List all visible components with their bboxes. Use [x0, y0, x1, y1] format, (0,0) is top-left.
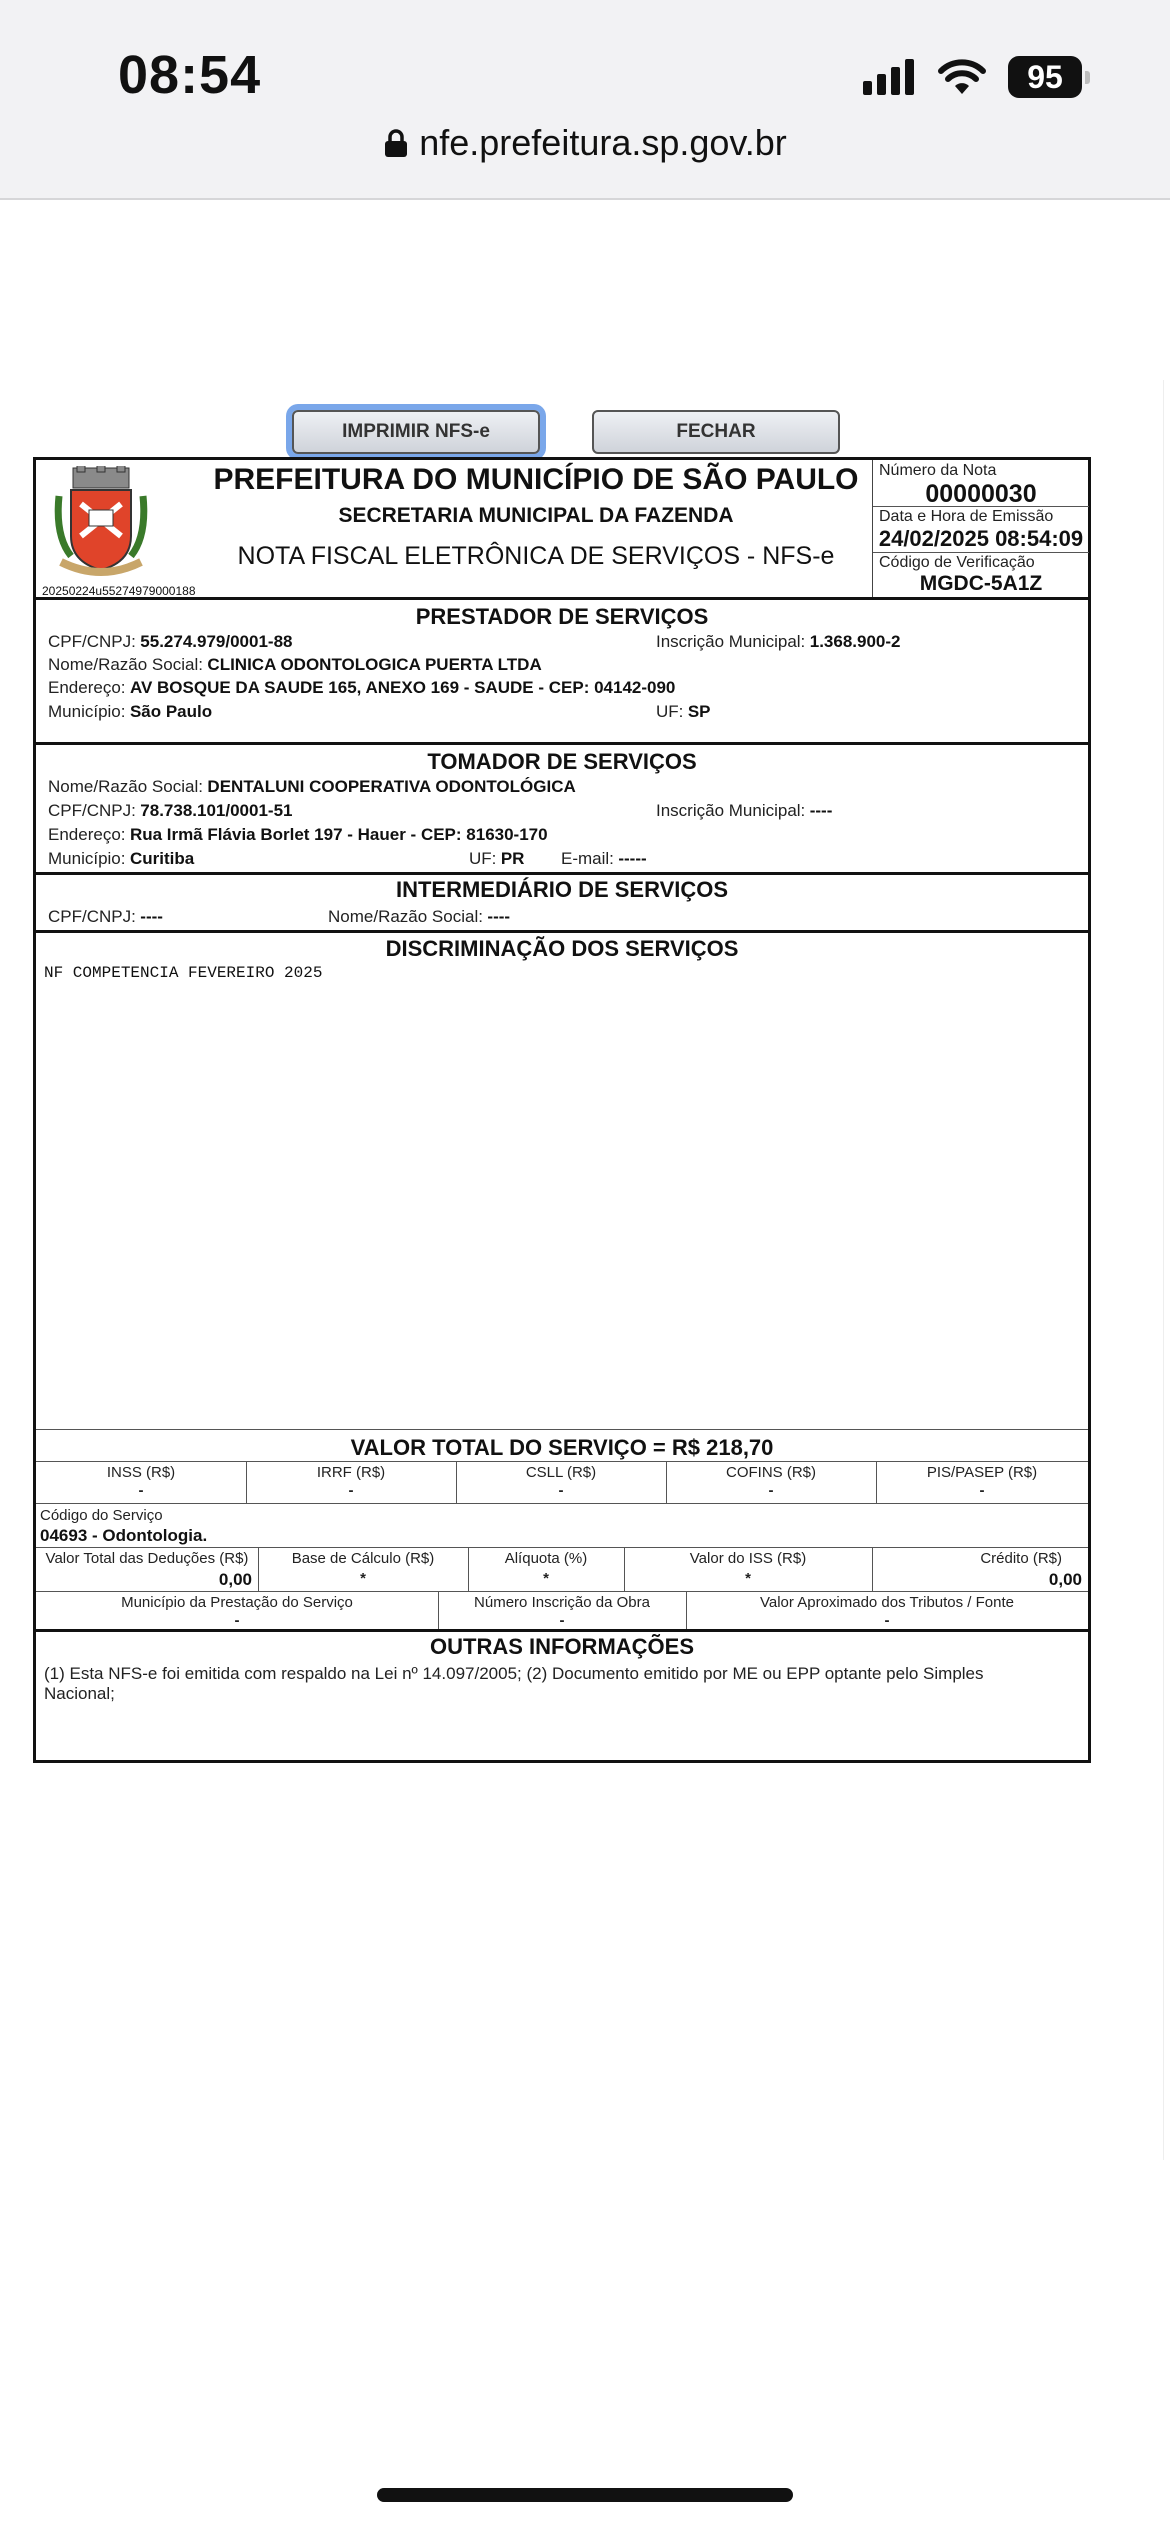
prestador-municipio: Município: São Paulo	[48, 702, 213, 721]
intermediario-cpf: CPF/CNPJ: ----	[48, 907, 163, 926]
tomador-email: E-mail: -----	[561, 849, 647, 868]
nfse-title: NOTA FISCAL ELETRÔNICA DE SERVIÇOS - NFS-e	[237, 542, 835, 570]
inscricao-obra-label: Número Inscrição da Obra	[474, 1594, 650, 1611]
tomador-endereco: Endereço: Rua Irmã Flávia Borlet 197 - Hauer - CEP: 81630-170	[48, 825, 548, 844]
outras-title: OUTRAS INFORMAÇÕES	[430, 1634, 694, 1659]
battery-icon	[1008, 56, 1090, 98]
inscricao-obra-value: -	[559, 1612, 565, 1629]
battery-level: 95	[1008, 56, 1082, 98]
municipio-prestacao-value: -	[234, 1612, 240, 1629]
prestador-cpf: CPF/CNPJ: 55.274.979/0001-88	[48, 632, 293, 651]
lock-icon	[383, 128, 409, 158]
wifi-icon	[936, 58, 988, 96]
tributo-csll-value: -	[558, 1482, 564, 1499]
tributo-cofins-value: -	[768, 1482, 774, 1499]
tomador-cpf: CPF/CNPJ: 78.738.101/0001-51	[48, 801, 293, 820]
prestador-title: PRESTADOR DE SERVIÇOS	[415, 604, 709, 629]
close-button[interactable]: FECHAR	[592, 410, 840, 454]
address-bar[interactable]	[0, 122, 1170, 164]
print-nfse-button[interactable]: IMPRIMIR NFS-e	[292, 410, 540, 454]
status-time: 08:54	[118, 45, 262, 105]
prestador-im: Inscrição Municipal: 1.368.900-2	[656, 632, 901, 651]
crest-code: 20250224u55274979000188	[42, 584, 196, 598]
outras-line-2: Nacional;	[44, 1684, 115, 1703]
aliquota-value: *	[543, 1570, 549, 1587]
tributo-cofins-label: COFINS (R$)	[726, 1464, 816, 1481]
valor-aproximado-value: -	[884, 1612, 890, 1629]
browser-chrome	[0, 0, 1170, 200]
discriminacao-title: DISCRIMINAÇÃO DOS SERVIÇOS	[385, 936, 739, 961]
tomador-nome: Nome/Razão Social: DENTALUNI COOPERATIVA ODONTOLÓGICA	[48, 777, 576, 796]
url-text: nfe.prefeitura.sp.gov.br	[419, 122, 787, 163]
verificacao-label: Código de Verificação	[879, 554, 1035, 571]
tributo-irrf-value: -	[348, 1482, 354, 1499]
valor-aproximado-label: Valor Aproximado dos Tributos / Fonte	[759, 1594, 1015, 1611]
prestador-nome: Nome/Razão Social: CLINICA ODONTOLOGICA PUERTA LTDA	[48, 655, 542, 674]
tributo-pis-label: PIS/PASEP (R$)	[926, 1464, 1038, 1481]
outras-line-1: (1) Esta NFS-e foi emitida com respaldo na Lei nº 14.097/2005; (2) Documento emitido por ME ou EPP optante pelo Simples	[44, 1664, 984, 1683]
status-icons	[863, 56, 1090, 98]
tributo-csll-label: CSLL (R$)	[525, 1464, 597, 1481]
intermediario-title: INTERMEDIÁRIO DE SERVIÇOS	[395, 877, 729, 902]
tributo-inss-label: INSS (R$)	[106, 1464, 176, 1481]
numero-value: 00000030	[925, 480, 1037, 508]
credito-label: Crédito (R$)	[980, 1550, 1062, 1567]
tributo-pis-value: -	[979, 1482, 985, 1499]
home-indicator[interactable]	[377, 2488, 793, 2502]
codigo-servico-value: 04693 - Odontologia.	[40, 1526, 208, 1545]
codigo-servico-label: Código do Serviço	[40, 1507, 163, 1524]
tomador-uf: UF: PR	[469, 849, 525, 868]
intermediario-nome: Nome/Razão Social: ----	[328, 907, 511, 926]
note-info-box	[872, 460, 1089, 600]
tomador-municipio: Município: Curitiba	[48, 849, 195, 868]
tributo-irrf-label: IRRF (R$)	[316, 1464, 386, 1481]
prestador-uf: UF: SP	[656, 702, 711, 721]
emissao-label: Data e Hora de Emissão	[879, 508, 1054, 525]
base-calculo-label: Base de Cálculo (R$)	[291, 1550, 435, 1567]
nfse-document	[33, 457, 1091, 1763]
numero-label: Número da Nota	[879, 462, 997, 479]
page-scroll-edge	[1163, 380, 1168, 2160]
sao-paulo-crest-icon	[51, 466, 151, 582]
aliquota-label: Alíquota (%)	[504, 1550, 588, 1567]
emissao-value: 24/02/2025 08:54:09	[878, 526, 1084, 551]
credito-value: 0,00	[1048, 1570, 1082, 1589]
prestador-endereco: Endereço: AV BOSQUE DA SAUDE 165, ANEXO 169 - SAUDE - CEP: 04142-090	[48, 678, 676, 697]
deducoes-value: 0,00	[218, 1570, 252, 1589]
secretaria-subtitle: SECRETARIA MUNICIPAL DA FAZENDA	[338, 504, 734, 527]
discriminacao-text: NF COMPETENCIA FEVEREIRO 2025	[44, 964, 323, 982]
valor-iss-value: *	[745, 1570, 751, 1587]
municipio-prestacao-label: Município da Prestação do Serviço	[121, 1594, 353, 1611]
valor-total: VALOR TOTAL DO SERVIÇO = R$ 218,70	[350, 1435, 774, 1460]
verificacao-value: MGDC-5A1Z	[919, 572, 1043, 595]
valor-iss-label: Valor do ISS (R$)	[689, 1550, 807, 1567]
cellular-signal-icon	[863, 59, 914, 95]
tomador-im: Inscrição Municipal: ----	[656, 801, 833, 820]
tributo-inss-value: -	[138, 1482, 144, 1499]
base-calculo-value: *	[360, 1570, 366, 1587]
tomador-title: TOMADOR DE SERVIÇOS	[427, 749, 697, 774]
deducoes-label: Valor Total das Deduções (R$)	[45, 1550, 249, 1567]
prefeitura-title: PREFEITURA DO MUNICÍPIO DE SÃO PAULO	[213, 463, 859, 496]
